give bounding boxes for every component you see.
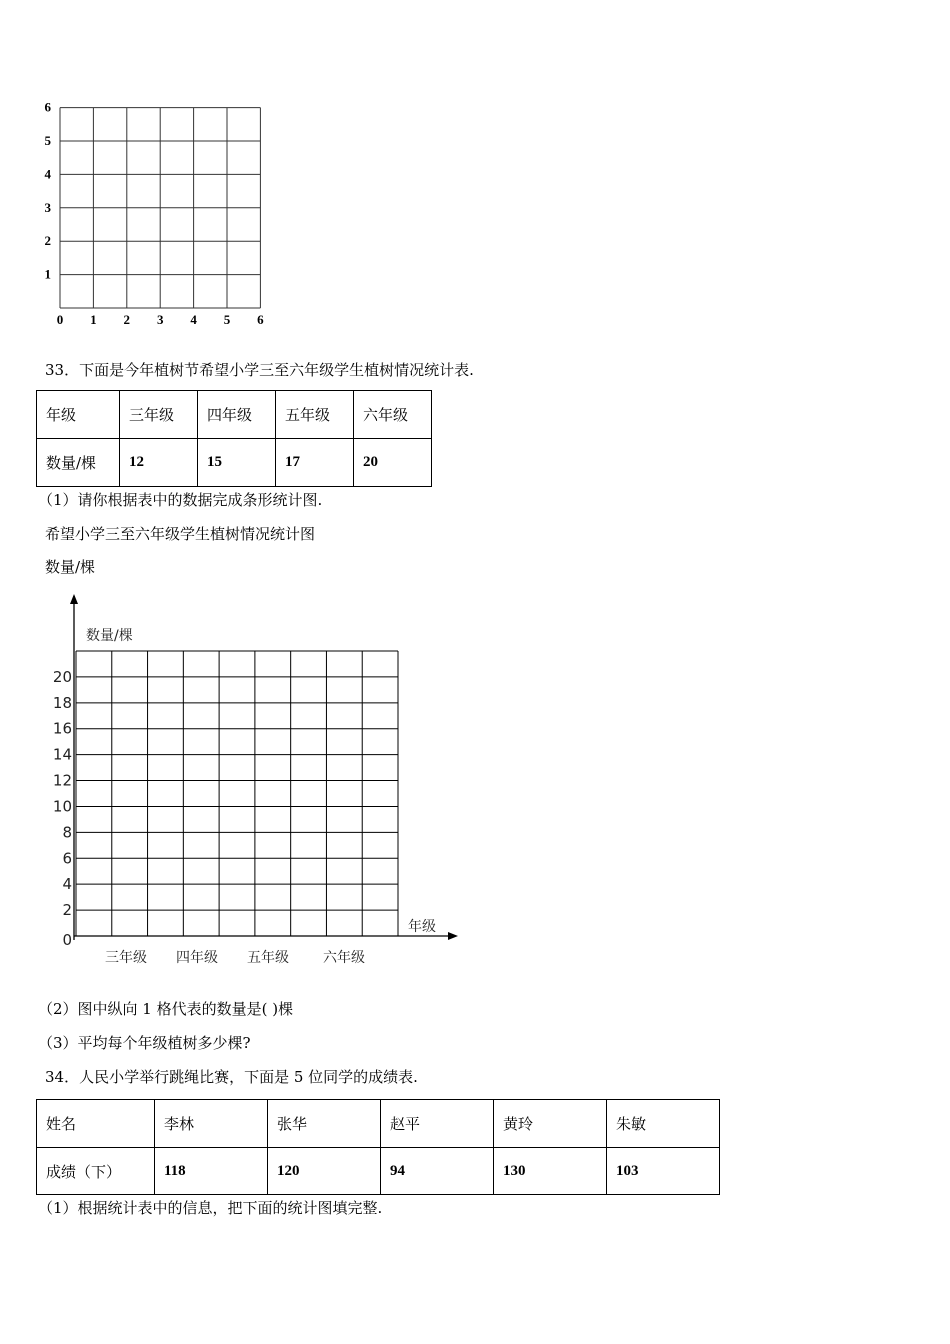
- q33-part2: （2）图中纵向 1 格代表的数量是( )棵: [38, 1000, 294, 1018]
- grid-y-tick-label: 4: [44, 166, 51, 182]
- q34-value-cell: 130: [494, 1148, 607, 1195]
- chart-category-label: 四年级: [176, 950, 218, 966]
- chart-y-tick-label: 6: [62, 849, 72, 868]
- q34-header-cell: 张华: [268, 1100, 381, 1148]
- q33-header-cell: 年级: [37, 391, 120, 439]
- q33-value-cell: 17: [276, 439, 354, 487]
- chart-category-label: 六年级: [323, 950, 365, 966]
- grid-x-tick-label: 3: [156, 312, 164, 327]
- q34-row-label: 成绩（下）: [37, 1148, 155, 1195]
- q33-table-header-row: [37, 391, 432, 439]
- chart-y-tick-label: 16: [52, 719, 72, 738]
- chart-y-tick-label: 8: [62, 823, 72, 842]
- q34-header-cell: 朱敏: [607, 1100, 720, 1148]
- grid-y-tick-label: 1: [44, 266, 51, 282]
- q34-table-header-row: [37, 1100, 720, 1148]
- grid-y-tick-label: 3: [44, 199, 51, 215]
- q33-part3: （3）平均每个年级植树多少棵?: [38, 1034, 251, 1052]
- chart-y-tick-label: 20: [52, 667, 72, 686]
- q33-header-cell: 四年级: [198, 391, 276, 439]
- q34-table: [36, 1099, 720, 1195]
- grid-x-tick-label: 4: [190, 312, 197, 327]
- coordinate-grid: [40, 100, 280, 335]
- q33-value-cell: 12: [120, 439, 198, 487]
- question-33-prompt: 33．下面是今年植树节希望小学三至六年级学生植树情况统计表.: [45, 361, 474, 379]
- chart-y-tick-label: 10: [52, 797, 72, 816]
- grid-x-tick-label: 1: [90, 312, 97, 327]
- q34-value-cell: 118: [155, 1148, 268, 1195]
- grid-x-tick-label: 6: [257, 312, 264, 327]
- question-34-prompt: 34．人民小学举行跳绳比赛，下面是 5 位同学的成绩表.: [45, 1068, 418, 1086]
- q34-table-data-row: [37, 1148, 720, 1195]
- q34-value-cell: 103: [607, 1148, 720, 1195]
- chart-category-label: 三年级: [105, 950, 147, 966]
- grid-x-tick-label: 2: [123, 312, 131, 327]
- chart-y-tick-label: 2: [62, 901, 72, 920]
- q34-value-cell: 120: [268, 1148, 381, 1195]
- q34-part1: （1）根据统计表中的信息，把下面的统计图填完整.: [38, 1199, 383, 1217]
- chart-y-tick-label: 12: [52, 771, 72, 790]
- q33-chart-unit: 数量/棵: [45, 558, 96, 576]
- y-axis-arrow: [70, 594, 78, 604]
- q33-table: [36, 390, 432, 487]
- q33-row-label: 数量/棵: [37, 439, 120, 487]
- grid-x-tick-label: 0: [56, 312, 64, 327]
- x-axis-label: 年级: [408, 919, 436, 935]
- grid-y-tick-label: 5: [44, 133, 51, 148]
- q34-header-cell: 黄玲: [494, 1100, 607, 1148]
- q33-header-cell: 三年级: [120, 391, 198, 439]
- q33-chart-title: 希望小学三至六年级学生植树情况统计图: [45, 525, 316, 543]
- chart-y-tick-label: 14: [52, 745, 72, 764]
- q33-table-data-row: [37, 439, 432, 487]
- grid-x-tick-label: 5: [223, 312, 231, 327]
- x-axis-arrow: [448, 932, 458, 940]
- chart-y-tick-label: 4: [62, 875, 72, 894]
- grid-y-tick-label: 6: [44, 100, 51, 115]
- q33-value-cell: 15: [198, 439, 276, 487]
- q34-header-cell: 赵平: [381, 1100, 494, 1148]
- chart-y-tick-label: 18: [52, 693, 72, 712]
- q33-part1: （1）请你根据表中的数据完成条形统计图.: [38, 491, 323, 509]
- q33-header-cell: 五年级: [276, 391, 354, 439]
- bar-chart: [40, 590, 470, 975]
- chart-y-tick-label: 0: [62, 931, 72, 949]
- grid-y-tick-label: 2: [44, 233, 51, 249]
- q34-value-cell: 94: [381, 1148, 494, 1195]
- q34-header-cell: 姓名: [37, 1100, 155, 1148]
- q33-header-cell: 六年级: [354, 391, 432, 439]
- q33-value-cell: 20: [354, 439, 432, 487]
- y-axis-label: 数量/棵: [86, 628, 133, 644]
- q34-header-cell: 李林: [155, 1100, 268, 1148]
- chart-category-label: 五年级: [247, 950, 289, 966]
